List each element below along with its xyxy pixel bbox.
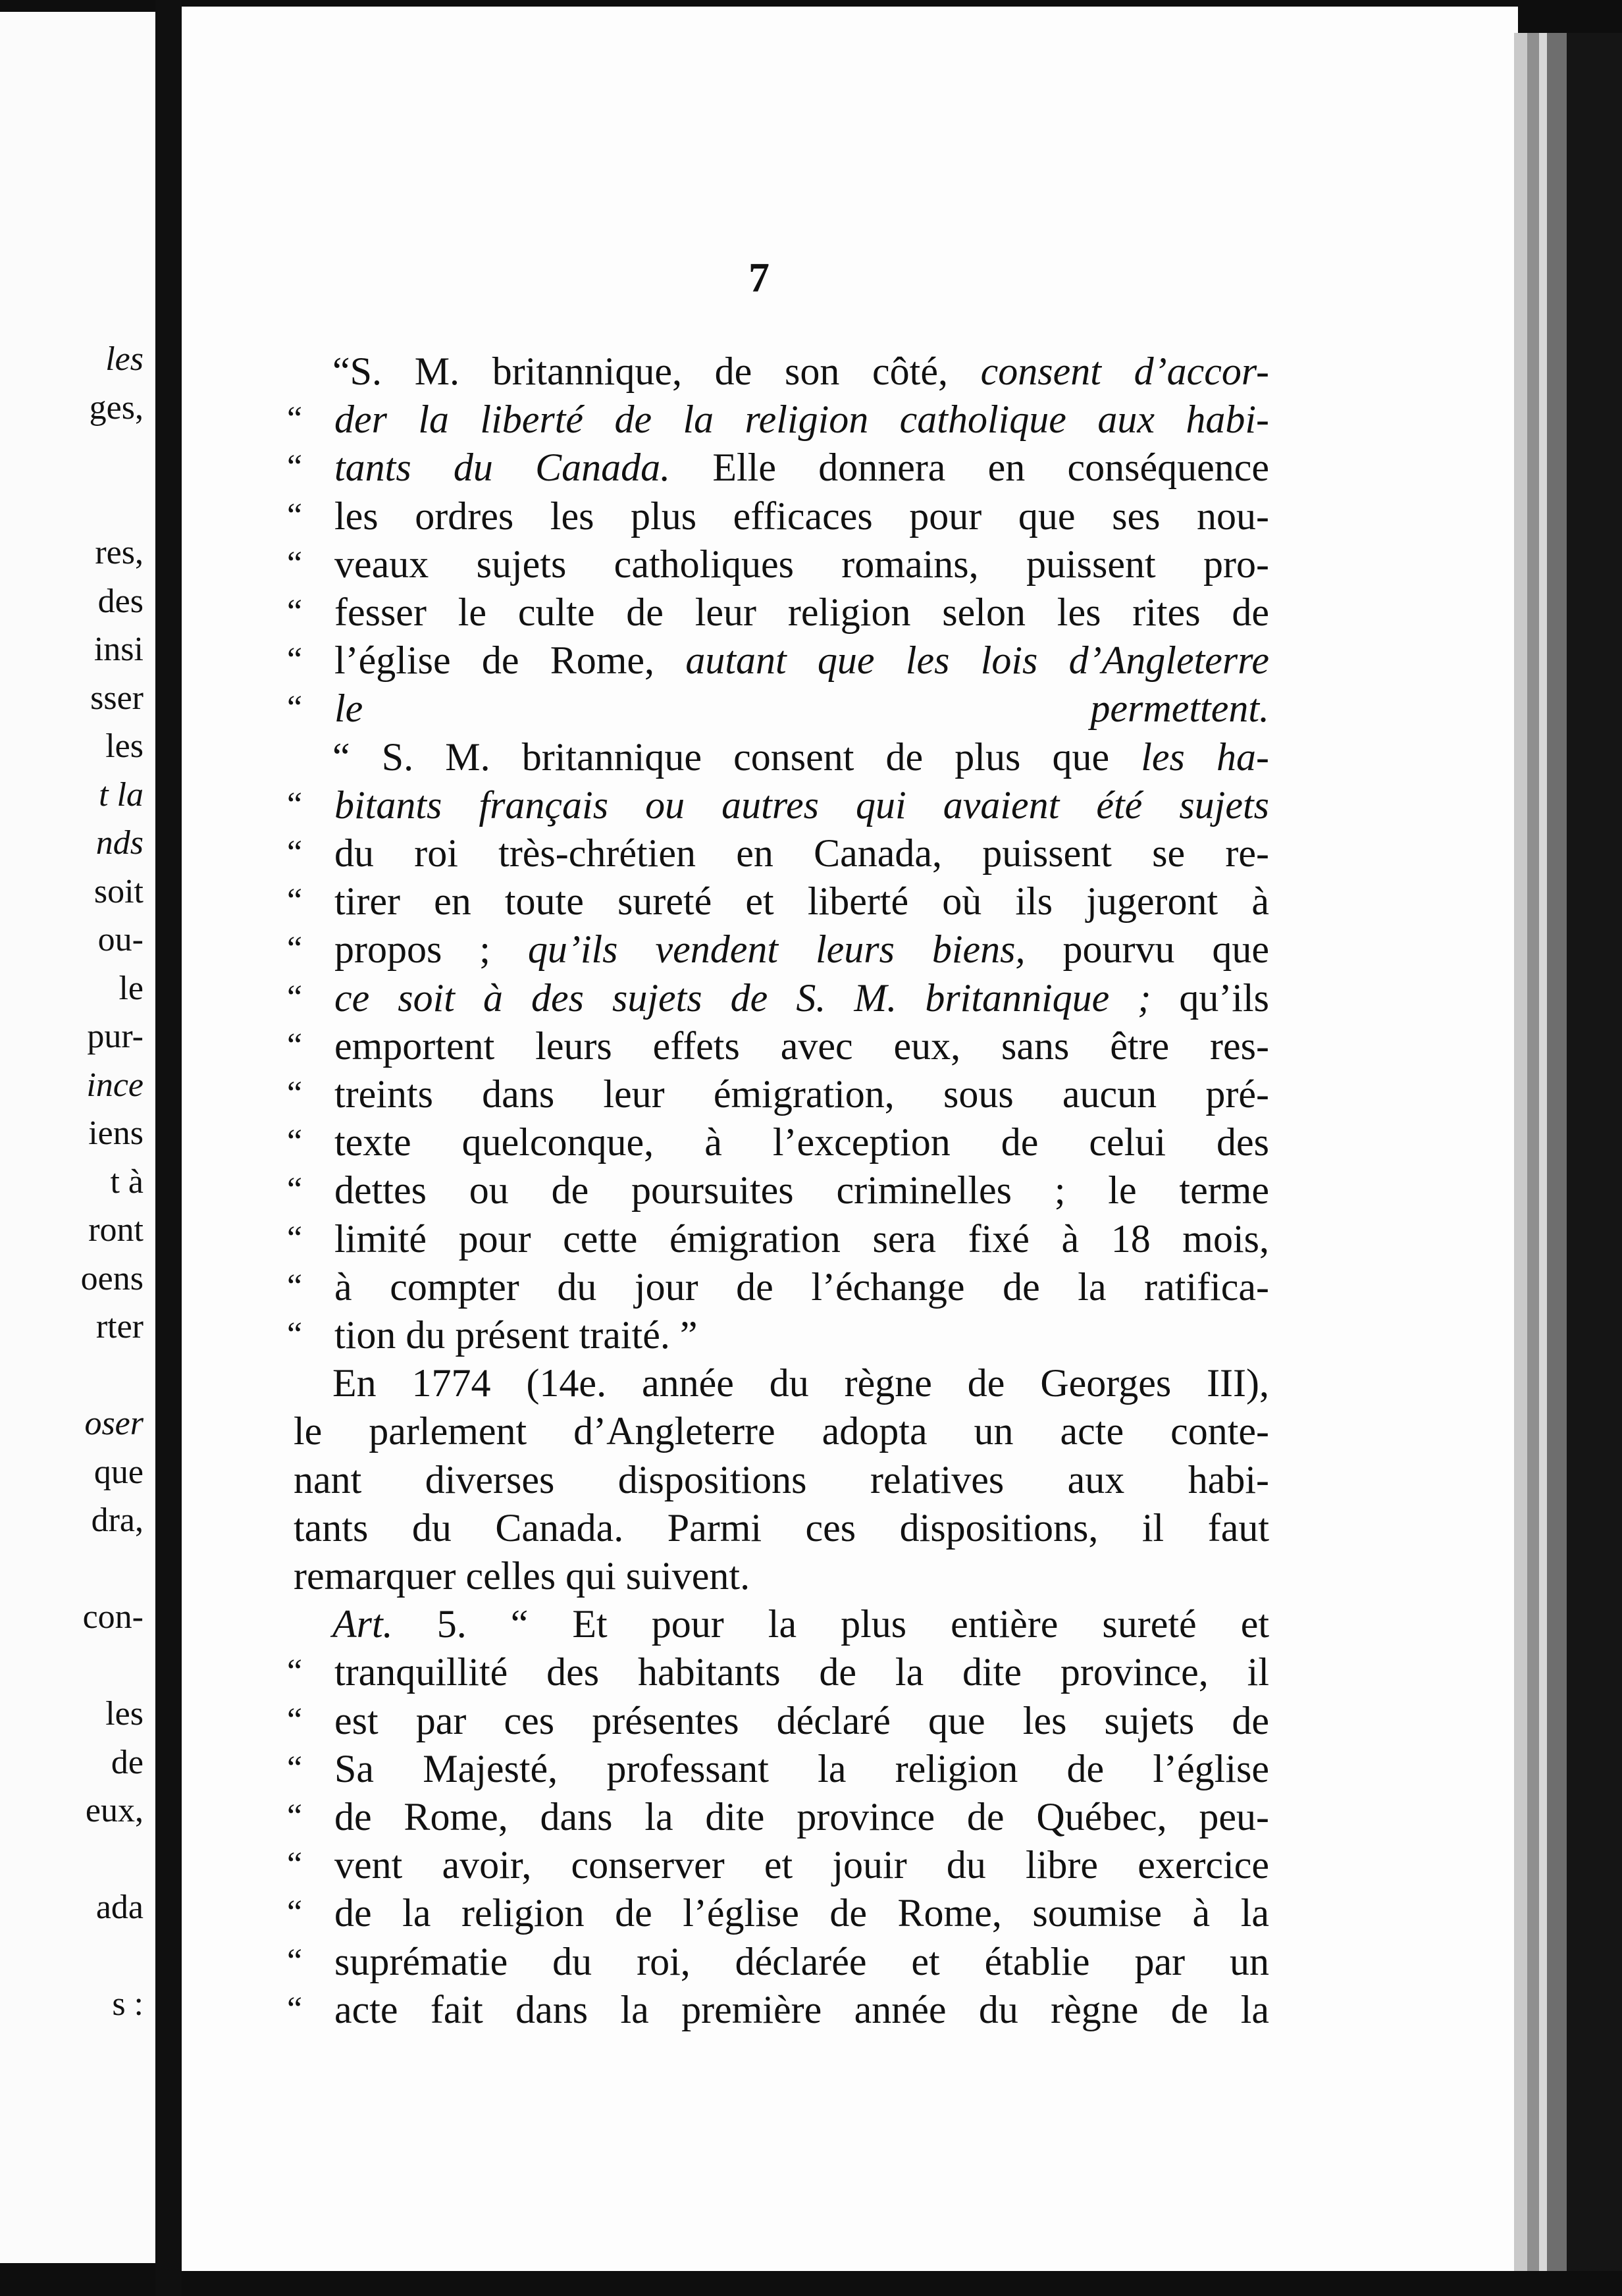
text-line: [334, 784, 1269, 826]
text-line: [334, 1073, 1269, 1115]
left-page-fragment: t à: [110, 1162, 144, 1201]
page-edge-strip: [1567, 33, 1622, 2271]
italic-text: bitants français ou autres qui avaient été sujets: [334, 783, 1269, 827]
left-page-fragment: soit: [93, 872, 144, 910]
quote-mark: “: [287, 448, 303, 486]
text-line: [334, 880, 1269, 922]
left-page-fragment: oens: [80, 1259, 144, 1297]
text-line: [332, 736, 1269, 778]
text-line: [334, 495, 1269, 537]
left-page-fragment: le: [118, 969, 144, 1007]
quote-mark: “: [287, 496, 303, 535]
page-edge-strip: [1527, 33, 1539, 2271]
roman-text: tants du Canada. Parmi ces dispositions, il faut: [294, 1505, 1269, 1550]
left-page-fragment: les: [105, 340, 144, 378]
quote-mark: “: [287, 1171, 303, 1209]
left-page-fragment: sser: [90, 679, 144, 717]
quote-mark: “: [287, 1316, 303, 1353]
text-line: [334, 1844, 1269, 1886]
page-edge-strip: [1547, 33, 1567, 2271]
roman-text: est par ces présentes déclaré que les sujets de: [334, 1698, 1269, 1742]
left-page-fragment: res,: [95, 534, 144, 571]
text-line: [334, 1700, 1269, 1742]
left-page-fragment: les: [105, 727, 144, 765]
book-gutter: [155, 0, 182, 2296]
quote-mark: “: [287, 593, 303, 631]
italic-text: der la liberté de la religion catholique aux habi-: [334, 398, 1269, 442]
left-page-fragment: con-: [82, 1598, 144, 1636]
text-line: [334, 639, 1269, 681]
roman-text: propos ;: [334, 927, 528, 972]
roman-text: le parlement d’Angleterre adopta un acte conte-: [294, 1409, 1269, 1453]
text-line: [334, 446, 1269, 488]
text-line: [294, 1410, 1269, 1452]
left-page-fragment: ada: [95, 1889, 144, 1926]
text-line: [334, 1748, 1269, 1790]
roman-text: vent avoir, conserver et jouir du libre exercice: [334, 1843, 1269, 1887]
left-page-fragment: que: [93, 1453, 144, 1491]
italic-text: Art.: [332, 1602, 393, 1646]
italic-text: tants du Canada.: [334, 446, 671, 490]
roman-text: Elle donnera en conséquence: [670, 446, 1269, 490]
quote-mark: “: [287, 400, 303, 438]
left-page-fragment: ou-: [97, 921, 144, 958]
quote-mark: “: [287, 1701, 303, 1739]
quote-mark: “: [287, 641, 303, 679]
italic-text: les ha-: [1141, 735, 1269, 779]
left-page-fragment: ront: [88, 1211, 144, 1249]
left-page-fragment: t la: [99, 775, 144, 814]
text-line: [332, 1362, 1269, 1404]
text-line: [334, 1266, 1269, 1308]
text-line: [334, 1941, 1269, 1983]
italic-text: qu’ils vendent leurs biens,: [527, 927, 1026, 972]
text-line: [334, 1314, 1269, 1356]
left-page-fragment: oser: [84, 1405, 144, 1442]
quote-mark: “: [287, 544, 303, 583]
text-line: [334, 687, 1269, 729]
text-line: [334, 832, 1269, 874]
roman-text: “ S. M. britannique consent de plus que: [332, 735, 1141, 779]
quote-mark: “: [287, 1653, 303, 1691]
roman-text: “S. M. britannique, de son côté,: [332, 350, 981, 393]
roman-text: En 1774 (14e. année du règne de Georges III),: [332, 1361, 1269, 1405]
roman-text: remarquer celles qui suivent.: [294, 1554, 750, 1598]
roman-text: de la religion de l’église de Rome, soumise à la: [334, 1891, 1269, 1935]
text-line: [334, 543, 1269, 585]
quote-mark: “: [287, 689, 303, 727]
quote-mark: “: [287, 1219, 303, 1257]
page-edge-strip: [1539, 33, 1547, 2271]
text-line: [334, 1218, 1269, 1260]
quote-mark: “: [287, 1942, 303, 1980]
text-line: [334, 928, 1269, 970]
quote-mark: “: [287, 785, 303, 823]
roman-text: veaux sujets catholiques romains, puissent pro-: [334, 542, 1269, 586]
text-line: [334, 1169, 1269, 1211]
text-line: [334, 1025, 1269, 1067]
italic-text: autant que les lois d’Angleterre: [685, 639, 1269, 683]
quote-mark: “: [287, 930, 303, 968]
page-number: 7: [748, 254, 770, 301]
left-page-fragment: eux,: [85, 1792, 144, 1829]
roman-text: tion du présent traité. ”: [334, 1313, 698, 1357]
roman-text: acte fait dans la première année du règne de la: [334, 1987, 1269, 2031]
text-line: [332, 350, 1269, 392]
roman-text: de Rome, dans la dite province de Québec, peu-: [334, 1795, 1269, 1839]
roman-text: tranquillité des habitants de la dite province, il: [334, 1650, 1269, 1694]
roman-text: à compter du jour de l’échange de la ratifica-: [334, 1265, 1269, 1309]
roman-text: fesser le culte de leur religion selon les rites de: [334, 590, 1269, 634]
roman-text: Sa Majesté, professant la religion de l’église: [334, 1746, 1269, 1790]
text-line: [334, 1651, 1269, 1693]
roman-text: du roi très-chrétien en Canada, puissent se re-: [334, 831, 1269, 875]
quote-mark: “: [287, 1798, 303, 1835]
left-page-fragment: des: [97, 582, 144, 620]
left-page-fragment: insi: [93, 631, 144, 668]
quote-mark: “: [287, 1267, 303, 1305]
quote-mark: “: [287, 1026, 303, 1064]
left-page-fragment: nds: [95, 824, 144, 862]
text-line: [334, 591, 1269, 633]
left-page-fragment: de: [111, 1743, 144, 1781]
italic-text: le permettent.: [334, 687, 1269, 731]
left-page-fragment: les: [105, 1695, 144, 1733]
roman-text: dettes ou de poursuites criminelles ; le terme: [334, 1168, 1269, 1213]
text-line: [294, 1507, 1269, 1549]
text-line: [334, 398, 1269, 440]
text-line: [332, 1603, 1269, 1645]
roman-text: nant diverses dispositions relatives aux habi-: [294, 1457, 1269, 1501]
quote-mark: “: [287, 1075, 303, 1112]
left-page-fragment: ince: [86, 1066, 144, 1104]
quote-mark: “: [287, 1846, 303, 1884]
quote-mark: “: [287, 1749, 303, 1787]
roman-text: emportent leurs effets avec eux, sans être res-: [334, 1024, 1269, 1068]
text-line: [294, 1555, 1269, 1597]
roman-text: suprématie du roi, déclarée et établie par un: [334, 1939, 1269, 1983]
text-line: [334, 1892, 1269, 1934]
left-page-fragment: rter: [95, 1308, 144, 1345]
quote-mark: “: [287, 1894, 303, 1932]
quote-mark: “: [287, 834, 303, 872]
left-page-fragment: iens: [88, 1114, 144, 1152]
left-page-fragment: pur-: [87, 1018, 144, 1055]
roman-text: 5. “ Et pour la plus entière sureté et: [392, 1602, 1269, 1646]
italic-text: ce soit à des sujets de S. M. britannique ;: [334, 976, 1151, 1020]
roman-text: les ordres les plus efficaces pour que ses nou-: [334, 494, 1269, 538]
page-edge-strip: [1514, 33, 1527, 2271]
quote-mark: “: [287, 978, 303, 1016]
italic-text: consent d’accor-: [980, 350, 1269, 393]
roman-text: qu’ils: [1151, 976, 1269, 1020]
quote-mark: “: [287, 882, 303, 920]
text-line: [334, 1796, 1269, 1838]
roman-text: limité pour cette émigration sera fixé à 18 mois,: [334, 1216, 1269, 1261]
quote-mark: “: [287, 1990, 303, 2028]
text-line: [294, 1459, 1269, 1501]
left-page-fragment: ges,: [89, 388, 144, 427]
left-page-fragment: s :: [112, 1985, 144, 2023]
roman-text: l’église de Rome,: [334, 639, 686, 683]
roman-text: texte quelconque, à l’exception de celui des: [334, 1120, 1269, 1164]
quote-mark: “: [287, 1123, 303, 1161]
roman-text: treints dans leur émigration, sous aucun pré-: [334, 1072, 1269, 1116]
roman-text: pourvu que: [1025, 927, 1269, 972]
text-line: [334, 977, 1269, 1019]
roman-text: tirer en toute sureté et liberté où ils jugeront à: [334, 879, 1269, 924]
text-line: [334, 1121, 1269, 1163]
text-line: [334, 1989, 1269, 2031]
left-page-fragment: dra,: [91, 1501, 144, 1539]
